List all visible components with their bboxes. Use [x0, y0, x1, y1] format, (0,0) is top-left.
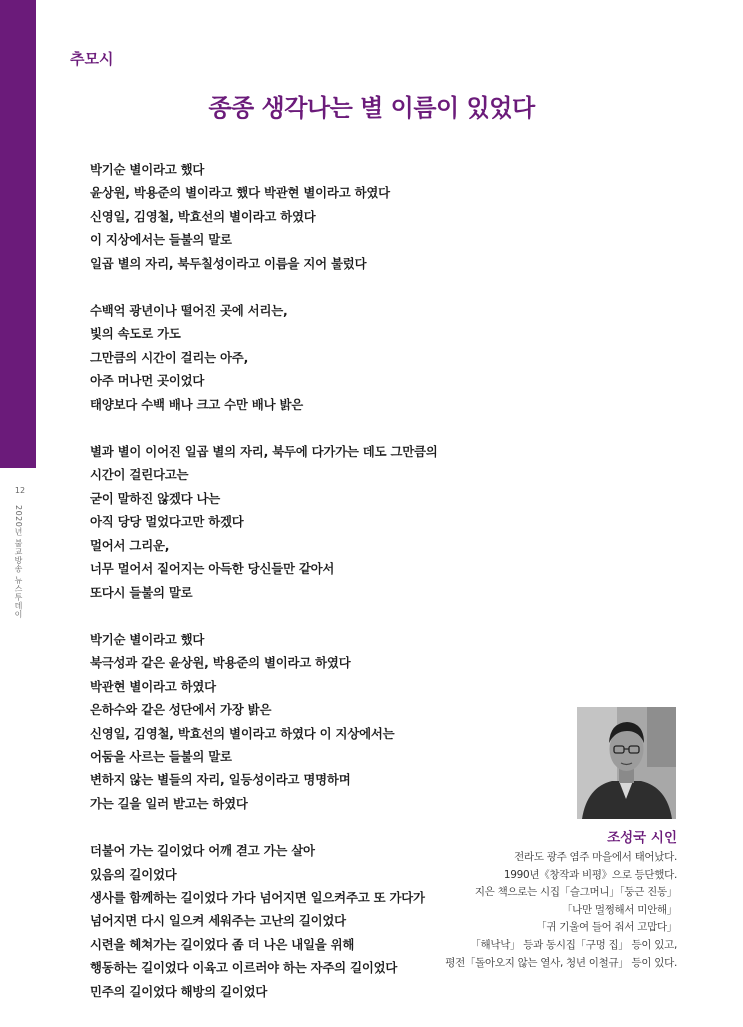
- side-accent-bar: [0, 0, 36, 468]
- poem-line: 가는 길을 일러 받고는 하였다: [90, 795, 248, 811]
- poem-line: 있음의 길이었다: [90, 866, 177, 882]
- poem-line: 시간이 걸린다고는: [90, 467, 189, 483]
- stanza-2: [90, 299, 570, 416]
- poem-line: 넘어지면 다시 일으켜 세워주는 고난의 길이었다: [90, 913, 346, 929]
- category-label: 추모시: [70, 50, 114, 68]
- poem-line: 어둠을 사르는 들불의 말로: [90, 748, 232, 764]
- publication-name: 2020년 불교방송 뉴스투데이: [14, 505, 23, 619]
- poem-line: 박기순 별이라고 했다: [90, 631, 205, 647]
- poem-line: 박기순 별이라고 했다: [90, 162, 205, 177]
- poem-line: 변하지 않는 별들의 자리, 일등성이라고 명명하며: [90, 772, 351, 788]
- bio-line: 평전「돌아오지 않는 열사, 청년 이철규」 등이 있다.: [445, 956, 677, 969]
- poem-line: 생사를 함께하는 길이었다 가다 넘어지면 일으켜주고 또 가다가: [90, 889, 425, 905]
- poet-portrait-illustration: [577, 707, 676, 819]
- poet-name: 조성국 시인: [607, 830, 677, 846]
- stanza-3: [90, 440, 570, 604]
- stanza-1: [90, 158, 570, 275]
- poem-line: 윤상원, 박용준의 별이라고 했다 박관현 별이라고 하였다: [90, 185, 390, 201]
- poem-line: 이 지상에서는 들불의 말로: [90, 232, 232, 248]
- bio-line: 「해낙낙」 등과 동시집「구멍 집」 등이 있고,: [470, 938, 677, 951]
- poem-line: 민주의 길이었다 해방의 길이었다: [90, 983, 268, 999]
- poem-line: 박관현 별이라고 하였다: [90, 678, 216, 694]
- poem-line: 그만큼의 시간이 걸리는 아주,: [90, 349, 249, 365]
- poem-line: 빛의 속도로 가도: [90, 326, 181, 342]
- poem-line: 일곱 별의 자리, 북두칠성이라고 이름을 지어 불렀다: [90, 255, 367, 271]
- bio-line: 지은 책으로는 시집「슬그머니」「둥근 진동」: [474, 886, 677, 899]
- poem-line: 아직 당당 멀었다고만 하겠다: [90, 514, 244, 530]
- bio-line: 「나만 멀쩡해서 미안해」: [561, 903, 677, 916]
- poem-line: 수백억 광년이나 떨어진 곳에 서리는,: [90, 303, 288, 319]
- poem-line: 별과 별이 이어진 일곱 별의 자리, 북두에 다가가는 데도 그만큼의: [90, 444, 438, 460]
- poem-line: 또다시 들불의 말로: [90, 584, 193, 600]
- poem-line: 신영일, 김영철, 박효선의 별이라고 하였다: [90, 208, 316, 224]
- poem-title: 종종 생각나는 별 이름이 있었다: [208, 93, 535, 122]
- bio-line: 「귀 기울여 들어 줘서 고맙다」: [536, 921, 677, 934]
- poem-line: 더불어 가는 길이었다 어깨 겯고 가는 살아: [90, 843, 315, 859]
- poet-photo: [577, 707, 676, 819]
- bio-line: 전라도 광주 염주 마을에서 태어났다.: [514, 851, 677, 863]
- poem-line: 북극성과 같은 윤상원, 박용준의 별이라고 하였다: [90, 655, 351, 671]
- side-meta: [13, 486, 27, 618]
- page-number: 12: [14, 486, 26, 495]
- poem-line: 멀어서 그리운,: [90, 537, 170, 553]
- poem-line: 아주 머나먼 곳이었다: [90, 373, 205, 389]
- poem-line: 태양보다 수백 배나 크고 수만 배나 밝은: [90, 396, 303, 412]
- bio-line: 1990년《창작과 비평》으로 등단했다.: [503, 868, 677, 881]
- poet-bio: [377, 849, 677, 972]
- poem-line: 시련을 헤쳐가는 길이었다 좀 더 나은 내일을 위해: [90, 936, 355, 952]
- poem-line: 은하수와 같은 성단에서 가장 밝은: [90, 702, 272, 718]
- poem-line: 굳이 말하진 않겠다 나는: [90, 490, 221, 506]
- stanza-4: [90, 628, 570, 815]
- poem-line: 행동하는 길이었다 이육고 이르러야 하는 자주의 길이었다: [90, 960, 398, 976]
- poem-line: 신영일, 김영철, 박효선의 별이라고 하였다 이 지상에서는: [90, 725, 395, 741]
- poem-line: 너무 멀어서 짙어지는 아득한 당신들만 같아서: [90, 561, 335, 577]
